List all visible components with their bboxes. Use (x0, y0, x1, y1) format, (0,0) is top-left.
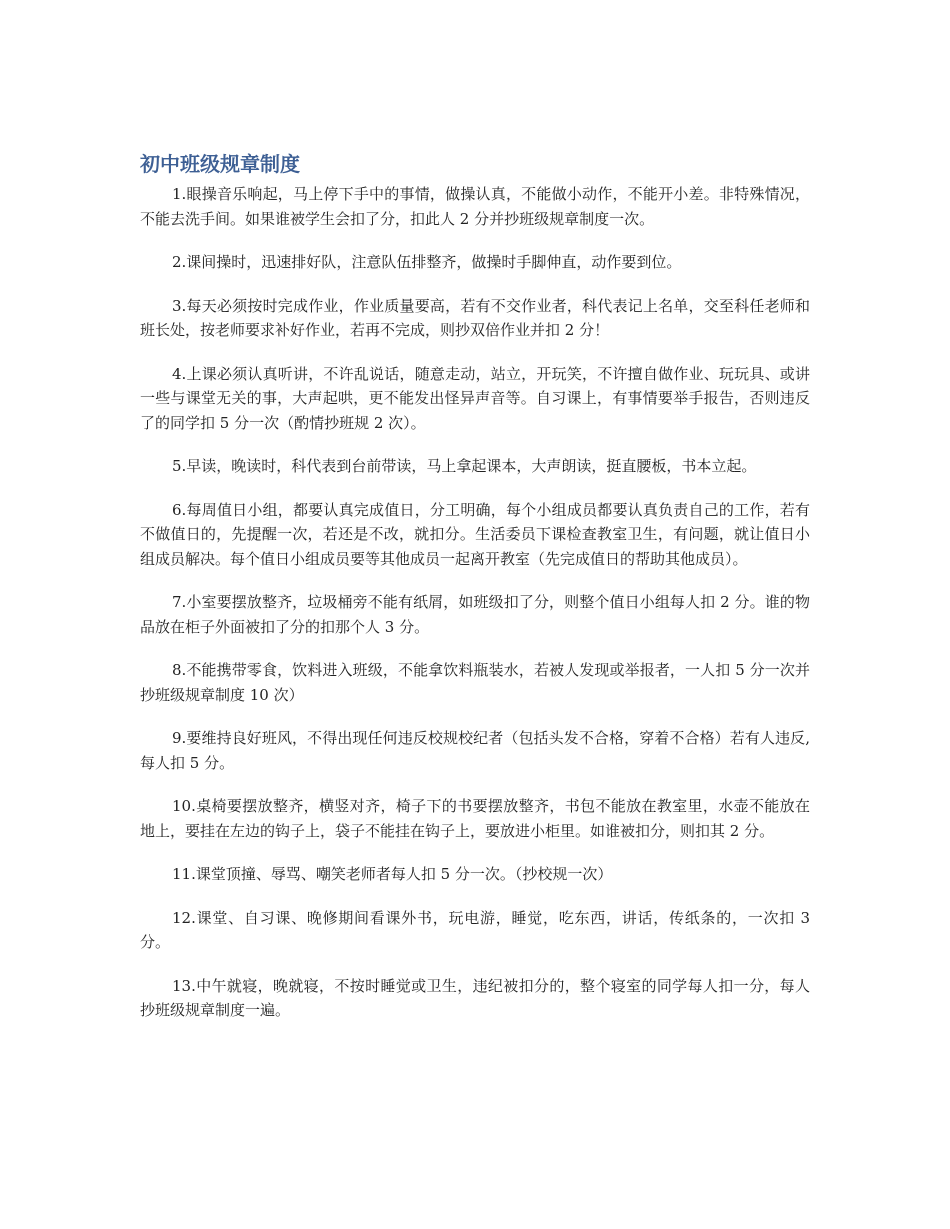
rule-paragraph-8: 8.不能携带零食，饮料进入班级，不能拿饮料瓶装水，若被人发现或举报者，一人扣 5 分一次并抄班级规章制度 10 次） (140, 661, 810, 704)
rule-paragraph-12: 12.课堂、自习课、晚修期间看课外书，玩电游，睡觉，吃东西，讲话，传纸条的，一次扣 3 分。 (140, 908, 810, 951)
rule-paragraph-3: 3.每天必须按时完成作业，作业质量要高，若有不交作业者，科代表记上名单，交至科任老师和班长处，按老师要求补好作业，若再不完成，则抄双倍作业并扣 2 分！ (140, 296, 810, 339)
rule-paragraph-5: 5.早读，晚读时，科代表到台前带读，马上拿起课本，大声朗读，挺直腰板，书本立起。 (172, 457, 757, 475)
document-body (140, 148, 810, 1042)
rule-paragraph-2: 2.课间操时，迅速排好队，注意队伍排整齐，做操时手脚伸直，动作要到位。 (172, 253, 682, 271)
rule-paragraph-10: 10.桌椅要摆放整齐，横竖对齐，椅子下的书要摆放整齐，书包不能放在教室里，水壶不能放在地上，要挂在左边的钩子上，袋子不能挂在钩子上，要放进小柜里。如谁被扣分，则扣其 2 分。 (140, 797, 810, 840)
rule-paragraph-13: 13.中午就寝，晚就寝，不按时睡觉或卫生，违纪被扣分的，整个寝室的同学每人扣一分，每人抄班级规章制度一遍。 (140, 976, 810, 1019)
rule-paragraph-11: 11.课堂顶撞、辱骂、嘲笑老师者每人扣 5 分一次。（抄校规一次） (172, 865, 613, 883)
rule-paragraph-1: 1.眼操音乐响起，马上停下手中的事情，做操认真，不能做小动作，不能开小差。非特殊情况，不能去洗手间。如果谁被学生会扣了分，扣此人 2 分并抄班级规章制度一次。 (140, 185, 810, 228)
rule-paragraph-6: 6.每周值日小组，都要认真完成值日，分工明确，每个小组成员都要认真负责自己的工作，若有不做值日的，先提醒一次，若还是不改，就扣分。生活委员下课检查教室卫生，有问题，就让值日小组成员解决。每个值日小组成员要等其他成员一起离开教室（先完成值日的帮助其他成员）。 (140, 500, 810, 568)
rule-paragraph-4: 4.上课必须认真听讲，不许乱说话，随意走动，站立，开玩笑，不许擅自做作业、玩玩具、或讲一些与课堂无关的事，大声起哄，更不能发出怪异声音等。自习课上，有事情要举手报告，否则违反了的同学扣 5 分一次（酌情抄班规 2 次）。 (140, 364, 810, 432)
rule-paragraph-7: 7.小室要摆放整齐，垃圾桶旁不能有纸屑，如班级扣了分，则整个值日小组每人扣 2 分。谁的物品放在柜子外面被扣了分的扣那个人 3 分。 (140, 593, 810, 636)
rule-paragraph-9: 9.要维持良好班风，不得出现任何违反校规校纪者（包括头发不合格，穿着不合格）若有人违反,每人扣 5 分。 (140, 729, 810, 772)
document-title: 初中班级规章制度 (140, 152, 300, 176)
